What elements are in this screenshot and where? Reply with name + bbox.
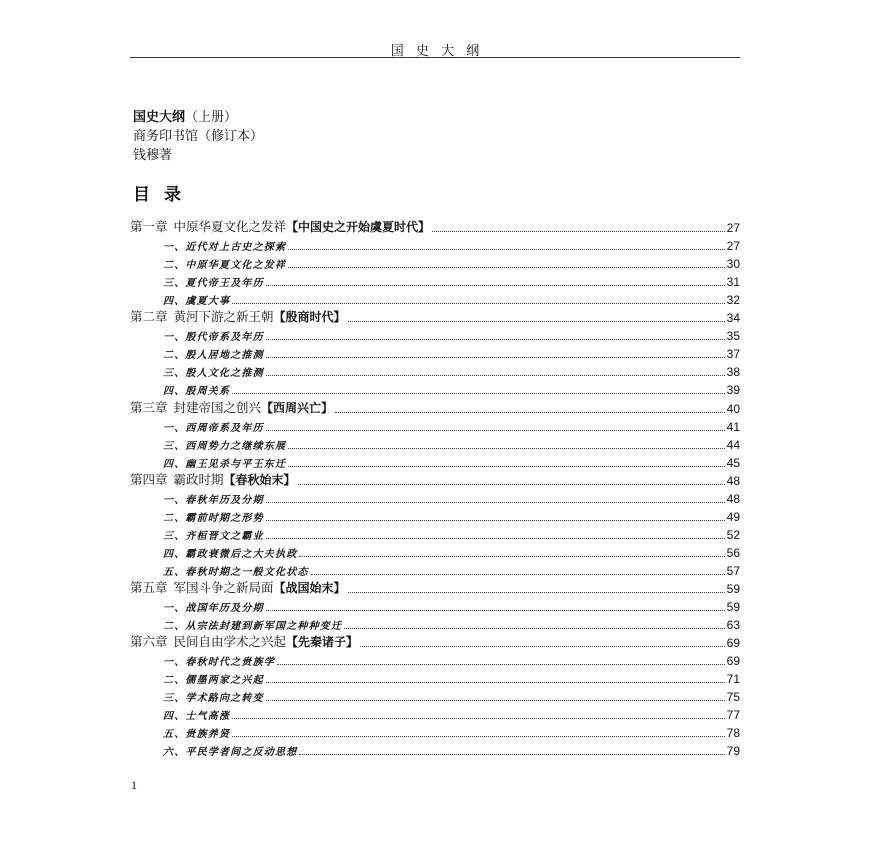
toc-page-number: 38 bbox=[726, 365, 740, 380]
section-title: 二、霸前时期之形势 bbox=[163, 512, 264, 524]
chapter-period: 【中国史之开始虞夏时代】 bbox=[286, 220, 431, 235]
chapter-title: 霸政时期 bbox=[173, 471, 224, 487]
chapter-period: 【先秦诸子】 bbox=[286, 635, 359, 650]
chapter-period: 【殷商时代】 bbox=[273, 310, 346, 325]
toc-chapter-row[interactable] bbox=[130, 578, 740, 596]
section-title: 五、春秋时期之一般文化状态 bbox=[163, 566, 309, 578]
toc-section-row[interactable] bbox=[130, 361, 740, 379]
dot-leader bbox=[232, 718, 724, 719]
section-title: 二、中原华夏文化之发祥 bbox=[163, 260, 287, 272]
section-title: 二、儒墨两家之兴起 bbox=[163, 675, 264, 687]
section-title: 三、学术路向之转变 bbox=[163, 693, 264, 705]
dot-leader bbox=[288, 267, 724, 268]
chapter-period: 【战国始末】 bbox=[273, 580, 346, 595]
toc-page-number: 27 bbox=[726, 221, 740, 236]
toc-page-number: 37 bbox=[726, 347, 740, 362]
toc-section-row[interactable] bbox=[130, 325, 740, 343]
toc-section-row[interactable] bbox=[130, 740, 740, 758]
toc-page-number: 41 bbox=[726, 419, 740, 434]
toc-page-number: 35 bbox=[726, 329, 740, 344]
toc-page-number: 34 bbox=[726, 311, 740, 326]
toc-section-row[interactable] bbox=[130, 416, 740, 434]
book-author: 钱穆著 bbox=[133, 148, 173, 163]
toc-page-number: 71 bbox=[726, 672, 740, 687]
toc-entry-text bbox=[130, 398, 333, 416]
book-publisher: 商务印书馆（修订本） bbox=[133, 129, 264, 144]
toc-page-number: 40 bbox=[726, 401, 740, 416]
chapter-period: 【春秋始末】 bbox=[223, 472, 296, 487]
running-header-char: 国 bbox=[390, 44, 404, 59]
dot-leader bbox=[266, 285, 725, 286]
chapter-title: 黄河下游之新王朝 bbox=[173, 309, 274, 325]
toc-section-row[interactable] bbox=[130, 668, 740, 686]
toc-page-number: 59 bbox=[726, 600, 740, 615]
dot-leader bbox=[266, 375, 725, 376]
toc-section-row[interactable] bbox=[130, 452, 740, 470]
section-title: 三、夏代帝王及年历 bbox=[163, 278, 264, 290]
dot-leader bbox=[266, 339, 725, 340]
dot-leader bbox=[266, 538, 725, 539]
toc-page-number: 79 bbox=[726, 744, 740, 759]
toc-entry-text bbox=[130, 307, 346, 325]
toc-section-row[interactable] bbox=[130, 289, 740, 307]
section-title: 四、幽王见杀与平王东迁 bbox=[163, 458, 287, 470]
chapter-title: 中原华夏文化之发祥 bbox=[173, 219, 287, 235]
toc-section-row[interactable] bbox=[130, 434, 740, 452]
section-title: 一、近代对上古史之探索 bbox=[163, 242, 287, 254]
dot-leader bbox=[288, 249, 724, 250]
section-title: 二、从宗法封建到新军国之种种变迁 bbox=[163, 621, 343, 633]
dot-leader bbox=[348, 321, 725, 322]
toc-page-number: 57 bbox=[726, 563, 740, 578]
toc-page-number: 45 bbox=[726, 455, 740, 470]
toc-page-number: 52 bbox=[726, 527, 740, 542]
chapter-title: 民间自由学术之兴起 bbox=[173, 634, 287, 650]
toc-section-row[interactable] bbox=[130, 704, 740, 722]
dot-leader bbox=[335, 412, 725, 413]
toc-chapter-row[interactable] bbox=[130, 307, 740, 325]
chapter-number: 第五章 bbox=[130, 579, 168, 595]
book-info bbox=[133, 108, 263, 165]
section-title: 四、虞夏大事 bbox=[163, 296, 231, 308]
toc-section-row[interactable] bbox=[130, 650, 740, 668]
toc-entry-text bbox=[130, 217, 430, 235]
toc-chapter-row[interactable] bbox=[130, 632, 740, 650]
toc-page-number: 56 bbox=[726, 545, 740, 560]
chapter-number: 第四章 bbox=[130, 471, 168, 487]
dot-leader bbox=[344, 628, 724, 629]
section-title: 四、殷周关系 bbox=[163, 386, 231, 398]
toc-section-row[interactable] bbox=[130, 379, 740, 397]
toc-section-row[interactable] bbox=[130, 271, 740, 289]
toc-section-row[interactable] bbox=[130, 560, 740, 578]
running-header-char: 纲 bbox=[466, 44, 480, 59]
toc-page-number: 77 bbox=[726, 708, 740, 723]
dot-leader bbox=[266, 502, 725, 503]
toc-page-number: 31 bbox=[726, 275, 740, 290]
toc-page-number: 75 bbox=[726, 690, 740, 705]
toc-page-number: 48 bbox=[726, 473, 740, 488]
section-title: 二、殷人居地之推测 bbox=[163, 350, 264, 362]
dot-leader bbox=[266, 520, 725, 521]
chapter-period: 【西周兴亡】 bbox=[261, 400, 334, 415]
section-title: 一、战国年历及分期 bbox=[163, 603, 264, 615]
toc-section-row[interactable] bbox=[130, 253, 740, 271]
toc-page-number: 32 bbox=[726, 293, 740, 308]
toc-page-number: 30 bbox=[726, 257, 740, 272]
toc-page-number: 78 bbox=[726, 726, 740, 741]
dot-leader bbox=[266, 700, 725, 701]
dot-leader bbox=[288, 448, 724, 449]
dot-leader bbox=[298, 484, 725, 485]
dot-leader bbox=[266, 430, 725, 431]
table-of-contents bbox=[130, 217, 740, 758]
book-title: 国史大纲 bbox=[133, 110, 186, 125]
chapter-title: 军国斗争之新局面 bbox=[173, 579, 274, 595]
dot-leader bbox=[277, 664, 725, 665]
toc-section-row[interactable] bbox=[130, 343, 740, 361]
toc-entry-text bbox=[130, 470, 296, 488]
running-header-char: 史 bbox=[415, 44, 429, 59]
dot-leader bbox=[266, 610, 725, 611]
dot-leader bbox=[232, 303, 724, 304]
toc-chapter-row[interactable] bbox=[130, 470, 740, 488]
section-title: 四、霸政衰微后之大夫执政 bbox=[163, 548, 298, 560]
toc-section-row[interactable] bbox=[130, 614, 740, 632]
toc-page-number: 59 bbox=[726, 581, 740, 596]
dot-leader bbox=[360, 646, 725, 647]
section-title: 四、士气高涨 bbox=[163, 711, 231, 723]
toc-section-row[interactable] bbox=[130, 488, 740, 506]
section-title: 五、贵族养贤 bbox=[163, 729, 231, 741]
dot-leader bbox=[299, 556, 724, 557]
section-title: 三、齐桓晋文之霸业 bbox=[163, 530, 264, 542]
chapter-title: 封建帝国之创兴 bbox=[173, 399, 262, 415]
toc-entry-text bbox=[130, 632, 358, 650]
dot-leader bbox=[311, 574, 725, 575]
dot-leader bbox=[232, 736, 724, 737]
toc-entry-text bbox=[130, 578, 346, 596]
toc-chapter-row[interactable] bbox=[130, 217, 740, 235]
section-title: 六、平民学者间之反动思想 bbox=[163, 747, 298, 759]
section-title: 三、西周势力之继续东展 bbox=[163, 440, 287, 452]
running-header-char: 大 bbox=[441, 44, 455, 59]
section-title: 三、殷人文化之推测 bbox=[163, 368, 264, 380]
section-title: 一、西周帝系及年历 bbox=[163, 422, 264, 434]
toc-page-number: 63 bbox=[726, 618, 740, 633]
chapter-number: 第二章 bbox=[130, 309, 168, 325]
chapter-number: 第一章 bbox=[130, 219, 168, 235]
page-number: 1 bbox=[131, 778, 137, 792]
toc-section-row[interactable] bbox=[130, 686, 740, 704]
dot-leader bbox=[232, 393, 724, 394]
dot-leader bbox=[266, 682, 725, 683]
book-volume: （上册） bbox=[185, 110, 238, 125]
dot-leader bbox=[266, 357, 725, 358]
toc-page-number: 69 bbox=[726, 654, 740, 669]
toc-page-number: 49 bbox=[726, 509, 740, 524]
toc-section-row[interactable] bbox=[130, 722, 740, 740]
toc-page-number: 69 bbox=[726, 636, 740, 651]
toc-heading: 目录 bbox=[133, 185, 195, 205]
dot-leader bbox=[288, 466, 724, 467]
toc-section-row[interactable] bbox=[130, 235, 740, 253]
dot-leader bbox=[348, 592, 725, 593]
toc-chapter-row[interactable] bbox=[130, 397, 740, 415]
section-title: 一、殷代帝系及年历 bbox=[163, 332, 264, 344]
header-rule bbox=[130, 57, 740, 58]
toc-section-row[interactable] bbox=[130, 542, 740, 560]
section-title: 一、春秋年历及分期 bbox=[163, 494, 264, 506]
toc-page-number: 39 bbox=[726, 383, 740, 398]
dot-leader bbox=[299, 754, 724, 755]
book-title-line bbox=[133, 108, 263, 127]
dot-leader bbox=[432, 231, 725, 232]
chapter-number: 第六章 bbox=[130, 634, 168, 650]
toc-section-row[interactable] bbox=[130, 506, 740, 524]
toc-section-row[interactable] bbox=[130, 524, 740, 542]
toc-page-number: 48 bbox=[726, 491, 740, 506]
chapter-number: 第三章 bbox=[130, 399, 168, 415]
section-title: 一、春秋时代之贵族学 bbox=[163, 657, 275, 669]
toc-page-number: 44 bbox=[726, 437, 740, 452]
toc-page-number: 27 bbox=[726, 239, 740, 254]
toc-section-row[interactable] bbox=[130, 596, 740, 614]
